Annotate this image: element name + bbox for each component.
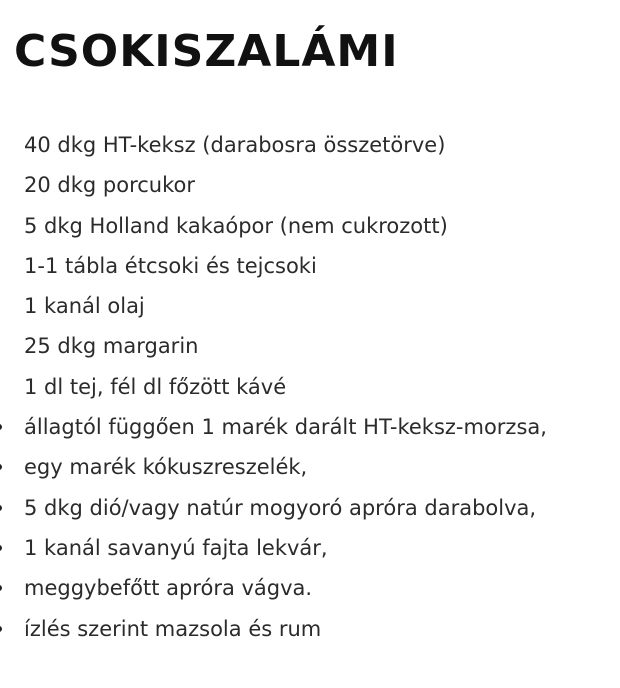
ingredient-item [0,367,547,407]
bullet-icon [0,585,2,591]
ingredient-item [0,568,547,608]
ingredient-text: 1-1 tábla étcsoki és tejcsoki [24,253,317,278]
ingredient-item [0,447,547,487]
ingredient-text: 1 dl tej, fél dl főzött kávé [24,374,287,399]
ingredient-item [0,326,547,366]
ingredient-item [0,528,547,568]
ingredient-text: ízlés szerint mazsola és rum [24,616,322,641]
ingredient-text: 1 kanál savanyú fajta lekvár, [24,535,328,560]
ingredient-item [0,407,547,447]
ingredient-text: 25 dkg margarin [24,334,199,359]
ingredient-text: meggybefőtt apróra vágva. [24,576,313,601]
bullet-icon [0,464,2,470]
ingredient-item [0,488,547,528]
ingredient-text: egy marék kókuszreszelék, [24,455,308,480]
ingredient-text: 1 kanál olaj [24,294,145,319]
ingredient-item [0,609,547,649]
ingredient-text: állagtól függően 1 marék darált HT-keksz-morzsa, [24,415,547,440]
ingredient-text: 40 dkg HT-keksz (darabosra összetörve) [24,133,446,157]
bullet-icon [0,424,2,430]
bullet-icon [0,545,2,551]
ingredient-text: 5 dkg Holland kakaópor (nem cukrozott) [24,213,448,238]
ingredient-item [0,246,547,286]
bullet-icon [0,626,2,632]
ingredient-item [0,125,547,165]
recipe-title: CSOKISZALÁMI [14,26,399,77]
bullet-icon [0,505,2,511]
ingredient-item [0,206,547,246]
ingredient-list [0,125,547,649]
ingredient-item [0,165,547,205]
ingredient-item [0,286,547,326]
ingredient-text: 5 dkg dió/vagy natúr mogyoró apróra darabolva, [24,495,537,520]
ingredient-text: 20 dkg porcukor [24,173,195,198]
